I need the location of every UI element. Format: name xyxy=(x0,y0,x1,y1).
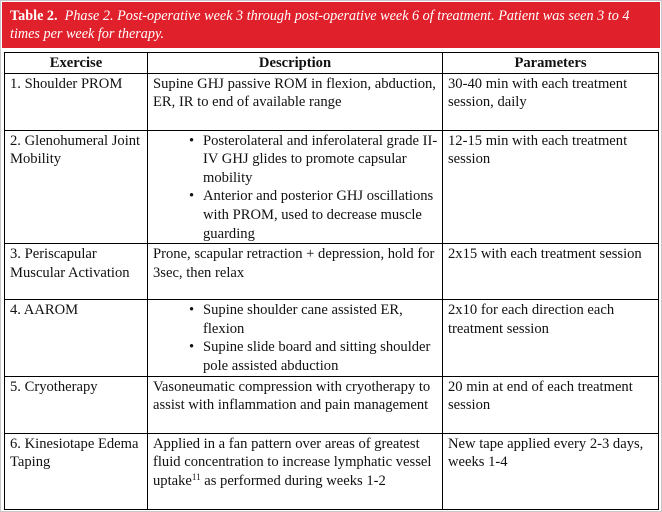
description-list xyxy=(153,132,438,244)
caption-label: Table 2. xyxy=(10,8,58,24)
list-item: • Supine shoulder cane assisted ER, flexion xyxy=(203,301,438,338)
parameters-cell: 20 min at end of each treatment session xyxy=(443,376,659,433)
description-cell xyxy=(148,300,443,376)
description-list xyxy=(153,301,438,375)
table-row xyxy=(5,73,659,130)
caption-text: Phase 2. Post-operative week 3 through post-operative week 6 of treatment. Patient was seen 3 to 4 times per week for therapy. xyxy=(10,8,630,42)
exercise-cell: 1. Shoulder PROM xyxy=(5,73,148,130)
table-row xyxy=(5,376,659,433)
phase2-table xyxy=(4,52,659,510)
exercise-cell: 5. Cryotherapy xyxy=(5,376,148,433)
list-item: • Anterior and posterior GHJ oscillations with PROM, used to decrease muscle guarding xyxy=(203,187,438,243)
exercise-cell: 2. Glenohumeral Joint Mobility xyxy=(5,130,148,244)
description-text-cont: as performed during weeks 1-2 xyxy=(200,472,386,489)
list-item: • Posterolateral and inferolateral grade II-IV GHJ glides to promote capsular mobility xyxy=(203,132,438,188)
header-parameters: Parameters xyxy=(443,53,659,74)
description-cell xyxy=(148,130,443,244)
header-exercise: Exercise xyxy=(5,53,148,74)
table-row xyxy=(5,300,659,376)
table-row xyxy=(5,130,659,244)
header-row xyxy=(5,53,659,74)
header-description: Description xyxy=(148,53,443,74)
parameters-cell: New tape applied every 2-3 days, weeks 1-4 xyxy=(443,433,659,509)
description-cell: Supine GHJ passive ROM in flexion, abduction, ER, IR to end of available range xyxy=(148,73,443,130)
citation-superscript: 11 xyxy=(191,471,201,482)
exercise-cell: 3. Periscapular Muscular Activation xyxy=(5,244,148,300)
parameters-cell: 2x10 for each direction each treatment session xyxy=(443,300,659,376)
table-caption xyxy=(2,2,660,48)
parameters-cell: 12-15 min with each treatment session xyxy=(443,130,659,244)
description-cell: Prone, scapular retraction + depression, hold for 3sec, then relax xyxy=(148,244,443,300)
description-cell: Vasoneumatic compression with cryotherapy to assist with inflammation and pain management xyxy=(148,376,443,433)
table-row xyxy=(5,244,659,300)
exercise-cell: 4. AAROM xyxy=(5,300,148,376)
table-row xyxy=(5,433,659,509)
description-cell xyxy=(148,433,443,509)
parameters-cell: 30-40 min with each treatment session, daily xyxy=(443,73,659,130)
description-text: Applied in a fan pattern over areas of greatest fluid concentration to increase lymphatic vessel uptake xyxy=(153,435,432,489)
list-item: • Supine slide board and sitting shoulder pole assisted abduction xyxy=(203,338,438,375)
exercise-cell: 6. Kinesiotape Edema Taping xyxy=(5,433,148,509)
parameters-cell: 2x15 with each treatment session xyxy=(443,244,659,300)
